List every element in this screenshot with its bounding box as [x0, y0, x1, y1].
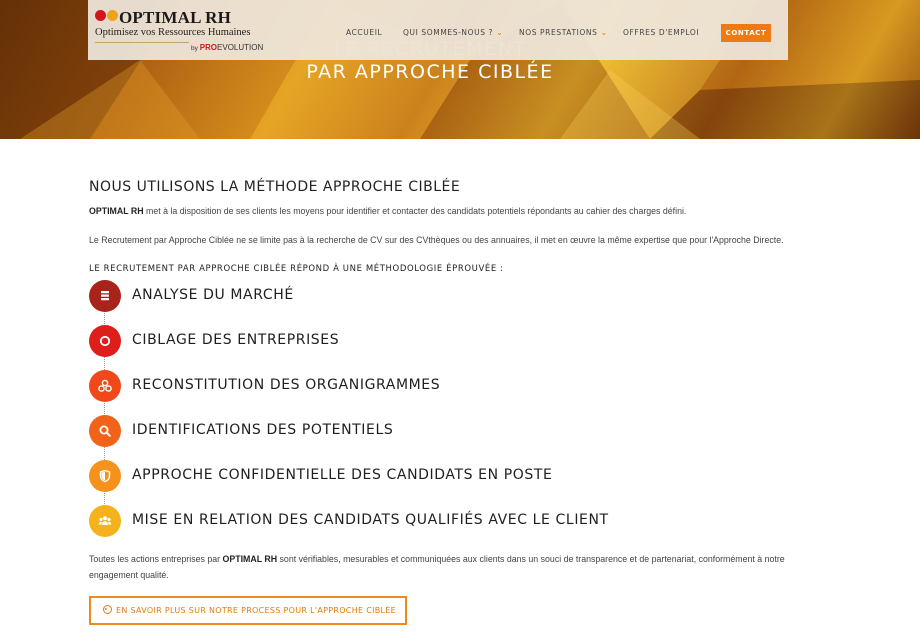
step-mise-en-relation	[89, 505, 709, 537]
shield-icon	[89, 460, 121, 492]
method-paragraph: Le Recrutement par Approche Ciblée ne se limite pas à la recherche de CV sur des CVthèques ou des annuaires, il met en œuvre la même expertise que pour l'Approche Directe.	[89, 235, 784, 245]
logo-dots	[95, 10, 119, 28]
chevron-down-icon: ⌄	[600, 28, 608, 37]
step-label: RECONSTITUTION DES ORGANIGRAMMES	[132, 377, 441, 393]
target-icon	[89, 325, 121, 357]
step-reconstitution-organigrammes	[89, 370, 709, 402]
logo-brand: OPTIMAL RH	[119, 8, 232, 27]
logo-divider	[95, 42, 189, 43]
commitment-paragraph: Toutes les actions entreprises par OPTIMAL RH sont vérifiables, mesurables et communiquées aux clients dans un souci de transparence et de partenariat, conformément à notre engagement qualité.	[89, 554, 785, 580]
hero-title-line-2: PAR APPROCHE CIBLÉE	[306, 61, 554, 83]
users-icon	[89, 505, 121, 537]
step-analyse-marche	[89, 280, 709, 312]
search-icon	[89, 415, 121, 447]
logo-byline: by PROEVOLUTION	[191, 43, 264, 52]
step-label: MISE EN RELATION DES CANDIDATS QUALIFIÉS AVEC LE CLIENT	[132, 512, 609, 528]
step-identification-potentiels	[89, 415, 709, 447]
database-icon	[89, 280, 121, 312]
step-approche-confidentielle	[89, 460, 709, 492]
step-label: APPROCHE CONFIDENTIELLE DES CANDIDATS EN POSTE	[132, 467, 553, 483]
org-chart-icon	[89, 370, 121, 402]
nav-item-nos-prestations[interactable]: NOS PRESTATIONS ⌄	[519, 28, 608, 37]
nav-item-qui-sommes-nous[interactable]: QUI SOMMES-NOUS ? ⌄	[403, 28, 504, 37]
arrow-circle-right-icon	[103, 605, 112, 614]
learn-more-process-button[interactable]	[89, 596, 407, 625]
section-heading: NOUS UTILISONS LA MÉTHODE APPROCHE CIBLÉE	[89, 179, 461, 195]
nav-item-accueil[interactable]: ACCUEIL	[346, 28, 383, 37]
step-label: ANALYSE DU MARCHÉ	[132, 287, 294, 303]
contact-button[interactable]: CONTACT	[721, 24, 771, 42]
logo[interactable]	[95, 8, 264, 52]
intro-paragraph: OPTIMAL RH met à la disposition de ses clients les moyens pour identifier et contacter des candidats potentiels répondants au cahier des charges défini.	[89, 206, 687, 216]
site-header	[88, 0, 788, 60]
brand-name: OPTIMAL RH	[222, 554, 278, 564]
brand-name: OPTIMAL RH	[89, 206, 144, 216]
chevron-down-icon: ⌄	[496, 28, 504, 37]
logo-tagline: Optimisez vos Ressources Humaines	[95, 27, 251, 38]
learn-more-label: EN SAVOIR PLUS SUR NOTRE PROCESS POUR L'APPROCHE CIBLÉE	[116, 606, 397, 615]
method-heading: LE RECRUTEMENT PAR APPROCHE CIBLÉE RÉPOND À UNE MÉTHODOLOGIE ÉPROUVÉE :	[89, 264, 504, 274]
nav-item-offres-emploi[interactable]: OFFRES D'EMPLOI	[623, 28, 700, 37]
step-ciblage-entreprises	[89, 325, 709, 357]
step-label: IDENTIFICATIONS DES POTENTIELS	[132, 422, 394, 438]
step-label: CIBLAGE DES ENTREPRISES	[132, 332, 340, 348]
